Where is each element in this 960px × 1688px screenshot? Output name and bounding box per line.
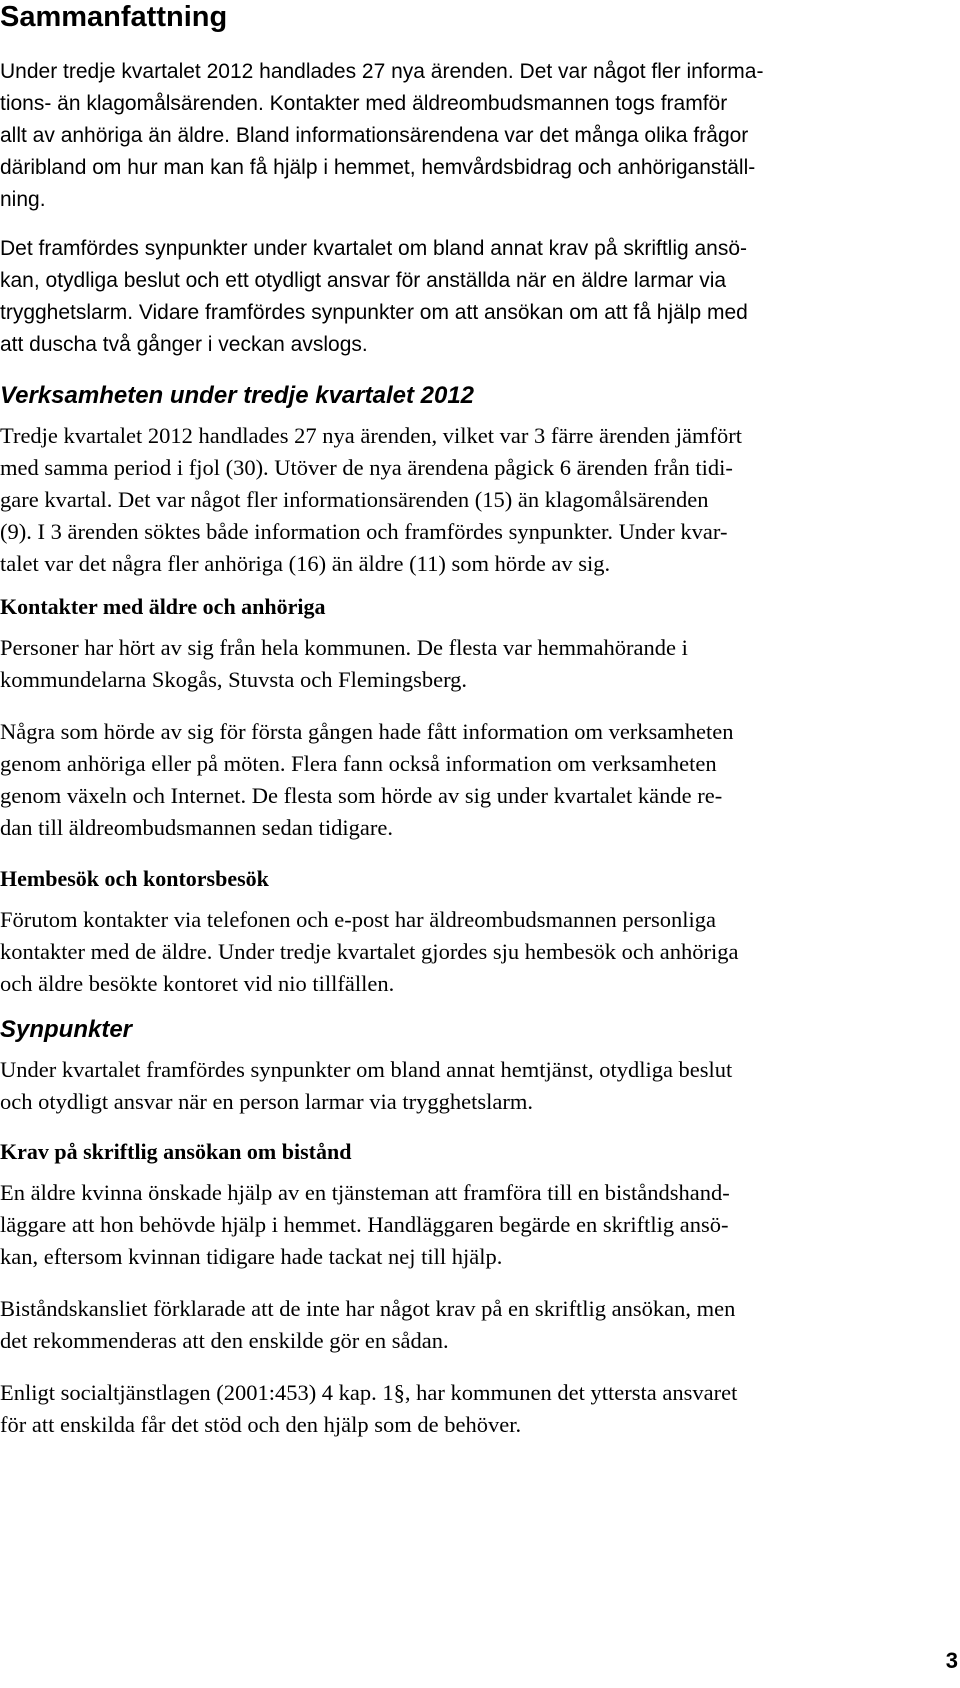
summary-paragraph-2: Det framfördes synpunkter under kvartalet om bland annat krav på skriftlig ansö- kan, otydliga beslut och ett otydligt ansvar för anställda när en äldre larmar via trygghetslarm. Vidare framfördes synpunkter om att ansökan om att få hjälp med att duscha två gånger i veckan avslogs. [0, 237, 748, 356]
section-heading-activity: Verksamheten under tredje kvartalet 2012 [0, 382, 475, 409]
demand-paragraph-1: En äldre kvinna önskade hjälp av en tjänsteman att framföra till en biståndshand- läggare att hon behövde hjälp i hemmet. Handläggaren begärde en skriftlig ansö- kan, eftersom kvinnan tidigare hade tackat nej till hjälp. [0, 1180, 730, 1269]
section-heading-visits: Hembesök och kontorsbesök [0, 866, 269, 891]
visits-paragraph: Förutom kontakter via telefonen och e-post har äldreombudsmannen personliga kontakter med de äldre. Under tredje kvartalet gjordes sju hembesök och anhöriga och äldre besökte kontoret vid nio tillfällen. [0, 907, 739, 996]
summary-paragraph-1: Under tredje kvartalet 2012 handlades 27 nya ärenden. Det var något fler informa- tions- än klagomålsärenden. Kontakter med äldreombudsmannen togs framför allt av anhöriga än äldre. Bland informationsärendena var det många olika frågor däribland om hur man kan få hjälp i hemmet, hemvårdsbidrag och anhöriganställ- ning. [0, 60, 764, 211]
section-heading-contacts: Kontakter med äldre och anhöriga [0, 594, 326, 619]
contacts-paragraph-2: Några som hörde av sig för första gången hade fått information om verksamheten genom anhöriga eller på möten. Flera fann också information om verksamheten genom växeln och Internet. De flesta som hörde av sig under kvartalet kände re- dan till äldreombudsmannen sedan tidigare. [0, 719, 734, 840]
contacts-paragraph-1: Personer har hört av sig från hela kommunen. De flesta var hemmahörande i kommundelarna Skogås, Stuvsta och Flemingsberg. [0, 635, 688, 692]
viewpoints-paragraph: Under kvartalet framfördes synpunkter om bland annat hemtjänst, otydliga beslut och otydligt ansvar när en person larmar via trygghetslarm. [0, 1057, 733, 1114]
section-heading-viewpoints: Synpunkter [0, 1016, 133, 1043]
page-title: Sammanfattning [0, 1, 228, 33]
activity-paragraph: Tredje kvartalet 2012 handlades 27 nya ärenden, vilket var 3 färre ärenden jämfört med samma period i fjol (30). Utöver de nya ärendena pågick 6 ärenden från tidi- gare kvartal. Det var något fler informationsärenden (15) än klagomålsärenden (9). I 3 ärenden söktes både information och framfördes synpunkter. Under kvar- talet var det några fler anhöriga (16) än äldre (11) som hörde av sig. [0, 423, 743, 576]
demand-paragraph-2: Biståndskansliet förklarade att de inte har något krav på en skriftlig ansökan, men det rekommenderas att den enskilde gör en sådan. [0, 1296, 736, 1353]
demand-paragraph-3: Enligt socialtjänstlagen (2001:453) 4 kap. 1§, har kommunen det yttersta ansvaret för att enskilda får det stöd och den hjälp som de behöver. [0, 1380, 738, 1437]
page-number: 3 [945, 1648, 958, 1673]
section-heading-demand: Krav på skriftlig ansökan om bistånd [0, 1139, 352, 1164]
